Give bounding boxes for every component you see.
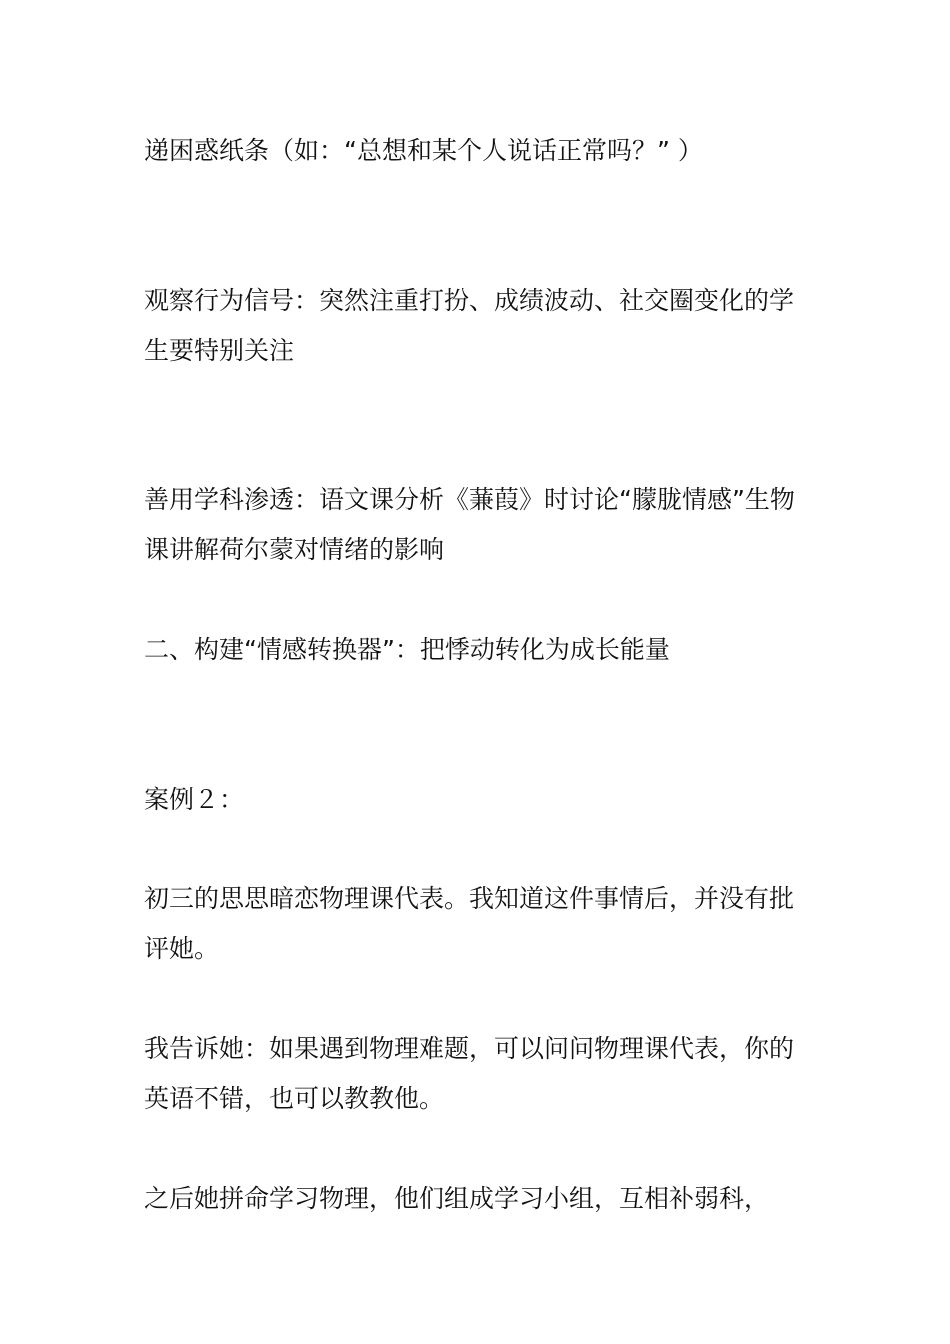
section-heading-emotion-converter: 二、构建“情感转换器”：把悸动转化为成长能量 [144,635,670,664]
paragraph-subject-integration: 善用学科渗透：语文课分析《蒹葭》时讨论“朦胧情感”生物课讲解荷尔蒙对情绪的影响 [144,485,795,564]
case-label: 案例２： [144,785,245,814]
paragraph-confusion-note: 递困惑纸条（如：“总想和某个人说话正常吗？” ） [144,136,703,165]
paragraph-case-intro: 初三的思思暗恋物理课代表。我知道这件事情后，并没有批评她。 [144,884,795,963]
paragraph-behavior-signals: 观察行为信号：突然注重打扮、成绩波动、社交圈变化的学生要特别关注 [144,286,795,365]
paragraph-teacher-advice: 我告诉她：如果遇到物理难题，可以问问物理课代表，你的英语不错，也可以教教他。 [144,1034,795,1113]
paragraph-outcome: 之后她拼命学习物理，他们组成学习小组，互相补弱科， [144,1184,770,1213]
